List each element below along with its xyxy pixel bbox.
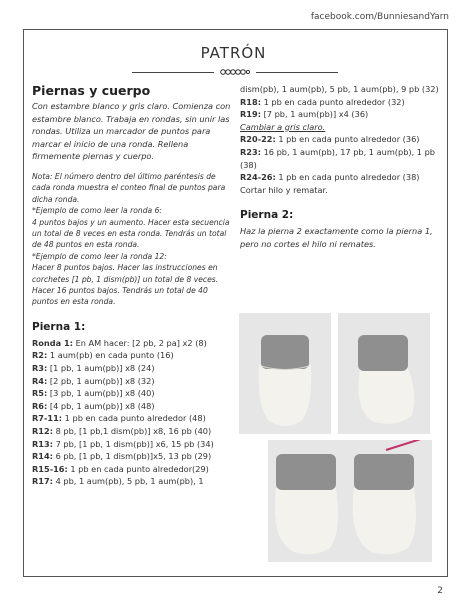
round-row (32, 450, 232, 463)
example-heading-12: *Ejemplo de como leer la ronda 12: (32, 251, 167, 261)
round-instruction: 1 pb en cada punto alrededor (32) (260, 96, 405, 107)
round-row (32, 463, 232, 476)
round-row (240, 146, 440, 171)
pierna2-heading: Pierna 2: (240, 209, 294, 222)
pierna1-rows-gray (240, 133, 440, 183)
round-label: R18: (240, 96, 261, 107)
round-label: R19: (240, 109, 261, 120)
round-instruction: 1 pb en cada punto alrededor (48) (62, 413, 206, 424)
photo-leg-side (338, 313, 430, 434)
round-label: R20-22: (240, 134, 276, 145)
round-label: R3: (32, 363, 48, 374)
round-label: R5: (32, 388, 48, 399)
divider-line-left (132, 72, 214, 73)
round-label: R23: (240, 146, 261, 157)
section-heading-piernas-cuerpo: Piernas y cuerpo (32, 83, 151, 98)
example-text-12: Hacer 8 puntos bajos. Hacer las instrucciones en corchetes [1 pb, 1 dism(pb)] un total de 8 veces. Hacer 16 puntos bajos. Tendrás un total de 40 puntos en esta ronda. (32, 263, 219, 307)
round-label: R2: (32, 350, 48, 361)
round-instruction: 1 pb en cada punto alrededor(29) (67, 463, 209, 474)
round-instruction: 7 pb, [1 pb, 1 dism(pb)] x6, 15 pb (34) (52, 438, 214, 449)
round-instruction: 1 pb en cada punto alrededor (36) (275, 134, 420, 145)
dots-ornament-icon (220, 68, 250, 76)
round-row (32, 425, 232, 438)
round-instruction: [3 pb, 1 aum(pb)] x8 (40) (47, 388, 155, 399)
round-row (32, 475, 232, 488)
round-instruction: [1 pb, 1 aum(pb)] x8 (24) (47, 363, 155, 374)
round-row (32, 349, 232, 362)
round-label: R4: (32, 375, 48, 386)
photo-two-legs (268, 440, 432, 562)
note-text: Nota: El número dentro del último paréntesis de cada ronda muestra el conteo final de puntos para dicha ronda. (32, 171, 226, 204)
round-label: R17: (32, 476, 53, 487)
round-instruction: 6 pb, [1 pb, 1 dism(pb)]x5, 13 pb (29) (52, 451, 212, 462)
round-instruction: 4 pb, 1 aum(pb), 5 pb, 1 aum(pb), 1 (52, 476, 204, 487)
round-label: R13: (32, 438, 53, 449)
example-text-6: 4 puntos bajos y un aumento. Hacer esta secuencia un total de 8 veces en esta ronda. Tendrás un total de 48 puntos en esta ronda. (32, 217, 230, 250)
round-instruction: [2 pb, 1 aum(pb)] x8 (32) (47, 375, 155, 386)
round-instruction: 16 pb, 1 aum(pb), 17 pb, 1 aum(pb), 1 pb (38) (240, 146, 435, 170)
divider-line-right (256, 72, 338, 73)
pierna1-heading: Pierna 1: (32, 320, 86, 333)
round-row (240, 133, 440, 146)
pierna1-rows (32, 337, 232, 488)
round-label: R6: (32, 400, 48, 411)
intro-text: Con estambre blanco y gris claro. Comienza con estambre blanco. Trabaja en rondas, sin unir las rondas. Utiliza un marcador de puntos para marcar el inicio de una ronda. Rellena firmemente piernas y cuerpo. (32, 101, 231, 162)
color-change-text: Cambiar a gris claro. (240, 121, 326, 132)
round-row (32, 387, 232, 400)
round-row (32, 375, 232, 388)
photo-leg-front (239, 313, 331, 434)
example-heading-6: *Ejemplo de como leer la ronda 6: (32, 206, 162, 216)
round-label: R24-26: (240, 172, 276, 183)
finish-text: Cortar hilo y rematar. (240, 184, 328, 195)
round-label: Ronda 1: (32, 337, 73, 348)
continuation-text: dism(pb), 1 aum(pb), 5 pb, 1 aum(pb), 9 pb (32) (240, 84, 439, 94)
page-number: 2 (437, 586, 443, 596)
round-label: R7-11: (32, 413, 63, 424)
title-divider (132, 68, 337, 76)
round-instruction: En AM hacer: [2 pb, 2 pa] x2 (8) (72, 337, 207, 348)
round-instruction: 1 aum(pb) en cada punto (16) (47, 350, 174, 361)
round-row (32, 438, 232, 451)
round-label: R15-16: (32, 463, 68, 474)
round-row (32, 400, 232, 413)
pierna1-rows-cont (240, 96, 440, 121)
round-row (32, 362, 232, 375)
round-row (240, 171, 440, 184)
page-title: PATRÓN (200, 44, 267, 62)
left-column (32, 83, 232, 488)
round-row (32, 337, 232, 350)
round-label: R12: (32, 426, 53, 436)
pierna2-text: Haz la pierna 2 exactamente como la pierna 1, pero no cortes el hilo ni remates. (240, 226, 433, 249)
round-row (32, 412, 232, 425)
round-row (240, 108, 440, 121)
round-row (240, 96, 440, 109)
round-label: R14: (32, 451, 53, 462)
right-column (240, 83, 440, 251)
round-instruction: [4 pb, 1 aum(pb)] x8 (48) (47, 400, 155, 411)
round-instruction: [7 pb, 1 aum(pb)] x4 (36) (260, 109, 369, 120)
facebook-link[interactable]: facebook.com/BunniesandYarn (310, 12, 449, 22)
round-instruction: 1 pb en cada punto alrededor (38) (275, 172, 420, 183)
round-instruction: 8 pb, [1 pb,1 dism(pb)] x8, 16 pb (40) (52, 426, 212, 436)
